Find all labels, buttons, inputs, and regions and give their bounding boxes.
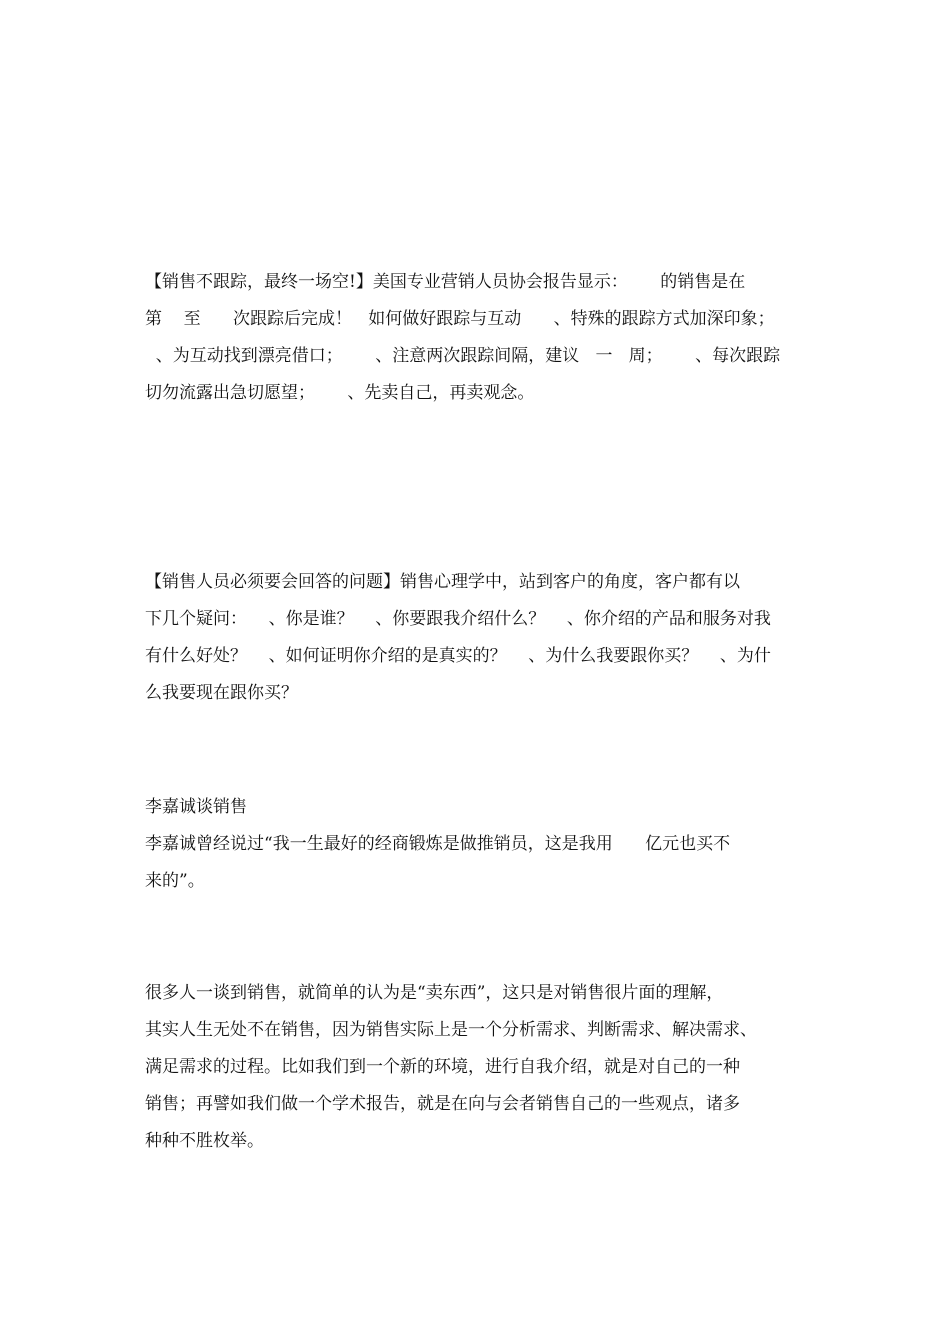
paragraph-sales-meaning <box>145 975 810 1160</box>
text-line: 来的”。 <box>145 871 205 891</box>
text-line: 有什么好处？ 、如何证明你介绍的是真实的？ 、为什么我要跟你买？ 、为什 <box>145 646 771 666</box>
text-line: 李嘉诚曾经说过“我一生最好的经商锻炼是做推销员，这是我用 亿元也买不 <box>145 834 731 854</box>
section-heading: 李嘉诚谈销售 <box>145 797 247 817</box>
text-line: 满足需求的过程。比如我们到一个新的环境，进行自我介绍，就是对自己的一种 <box>145 1057 740 1077</box>
text-line: 么我要现在跟你买？ <box>145 683 298 703</box>
text-line: 下几个疑问： 、你是谁？ 、你要跟我介绍什么？ 、你介绍的产品和服务对我 <box>145 609 771 629</box>
text-line: 第 至 次跟踪后完成！ 如何做好跟踪与互动 、特殊的跟踪方式加深印象； <box>145 309 775 329</box>
text-line: 销售；再譬如我们做一个学术报告，就是在向与会者销售自己的一些观点，诸多 <box>145 1094 740 1114</box>
text-line: 【销售人员必须要会回答的问题】销售心理学中，站到客户的角度，客户都有以 <box>145 572 740 592</box>
paragraph-li-ka-shing <box>145 789 810 900</box>
text-line: 【销售不跟踪，最终一场空!】美国专业营销人员协会报告显示： 的销售是在 <box>145 272 746 292</box>
text-line: 很多人一谈到销售，就简单的认为是“卖东西”，这只是对销售很片面的理解， <box>145 983 724 1003</box>
text-line: 切勿流露出急切愿望； 、先卖自己，再卖观念。 <box>145 383 535 403</box>
text-line: 其实人生无处不在销售，因为销售实际上是一个分析需求、判断需求、解决需求、 <box>145 1020 757 1040</box>
paragraph-sales-questions <box>145 564 810 712</box>
text-line: 、为互动找到漂亮借口； 、注意两次跟踪间隔，建议 一 周； 、每次跟踪 <box>145 346 781 366</box>
text-line: 种种不胜枚举。 <box>145 1131 264 1151</box>
paragraph-sales-follow-up <box>145 264 810 412</box>
